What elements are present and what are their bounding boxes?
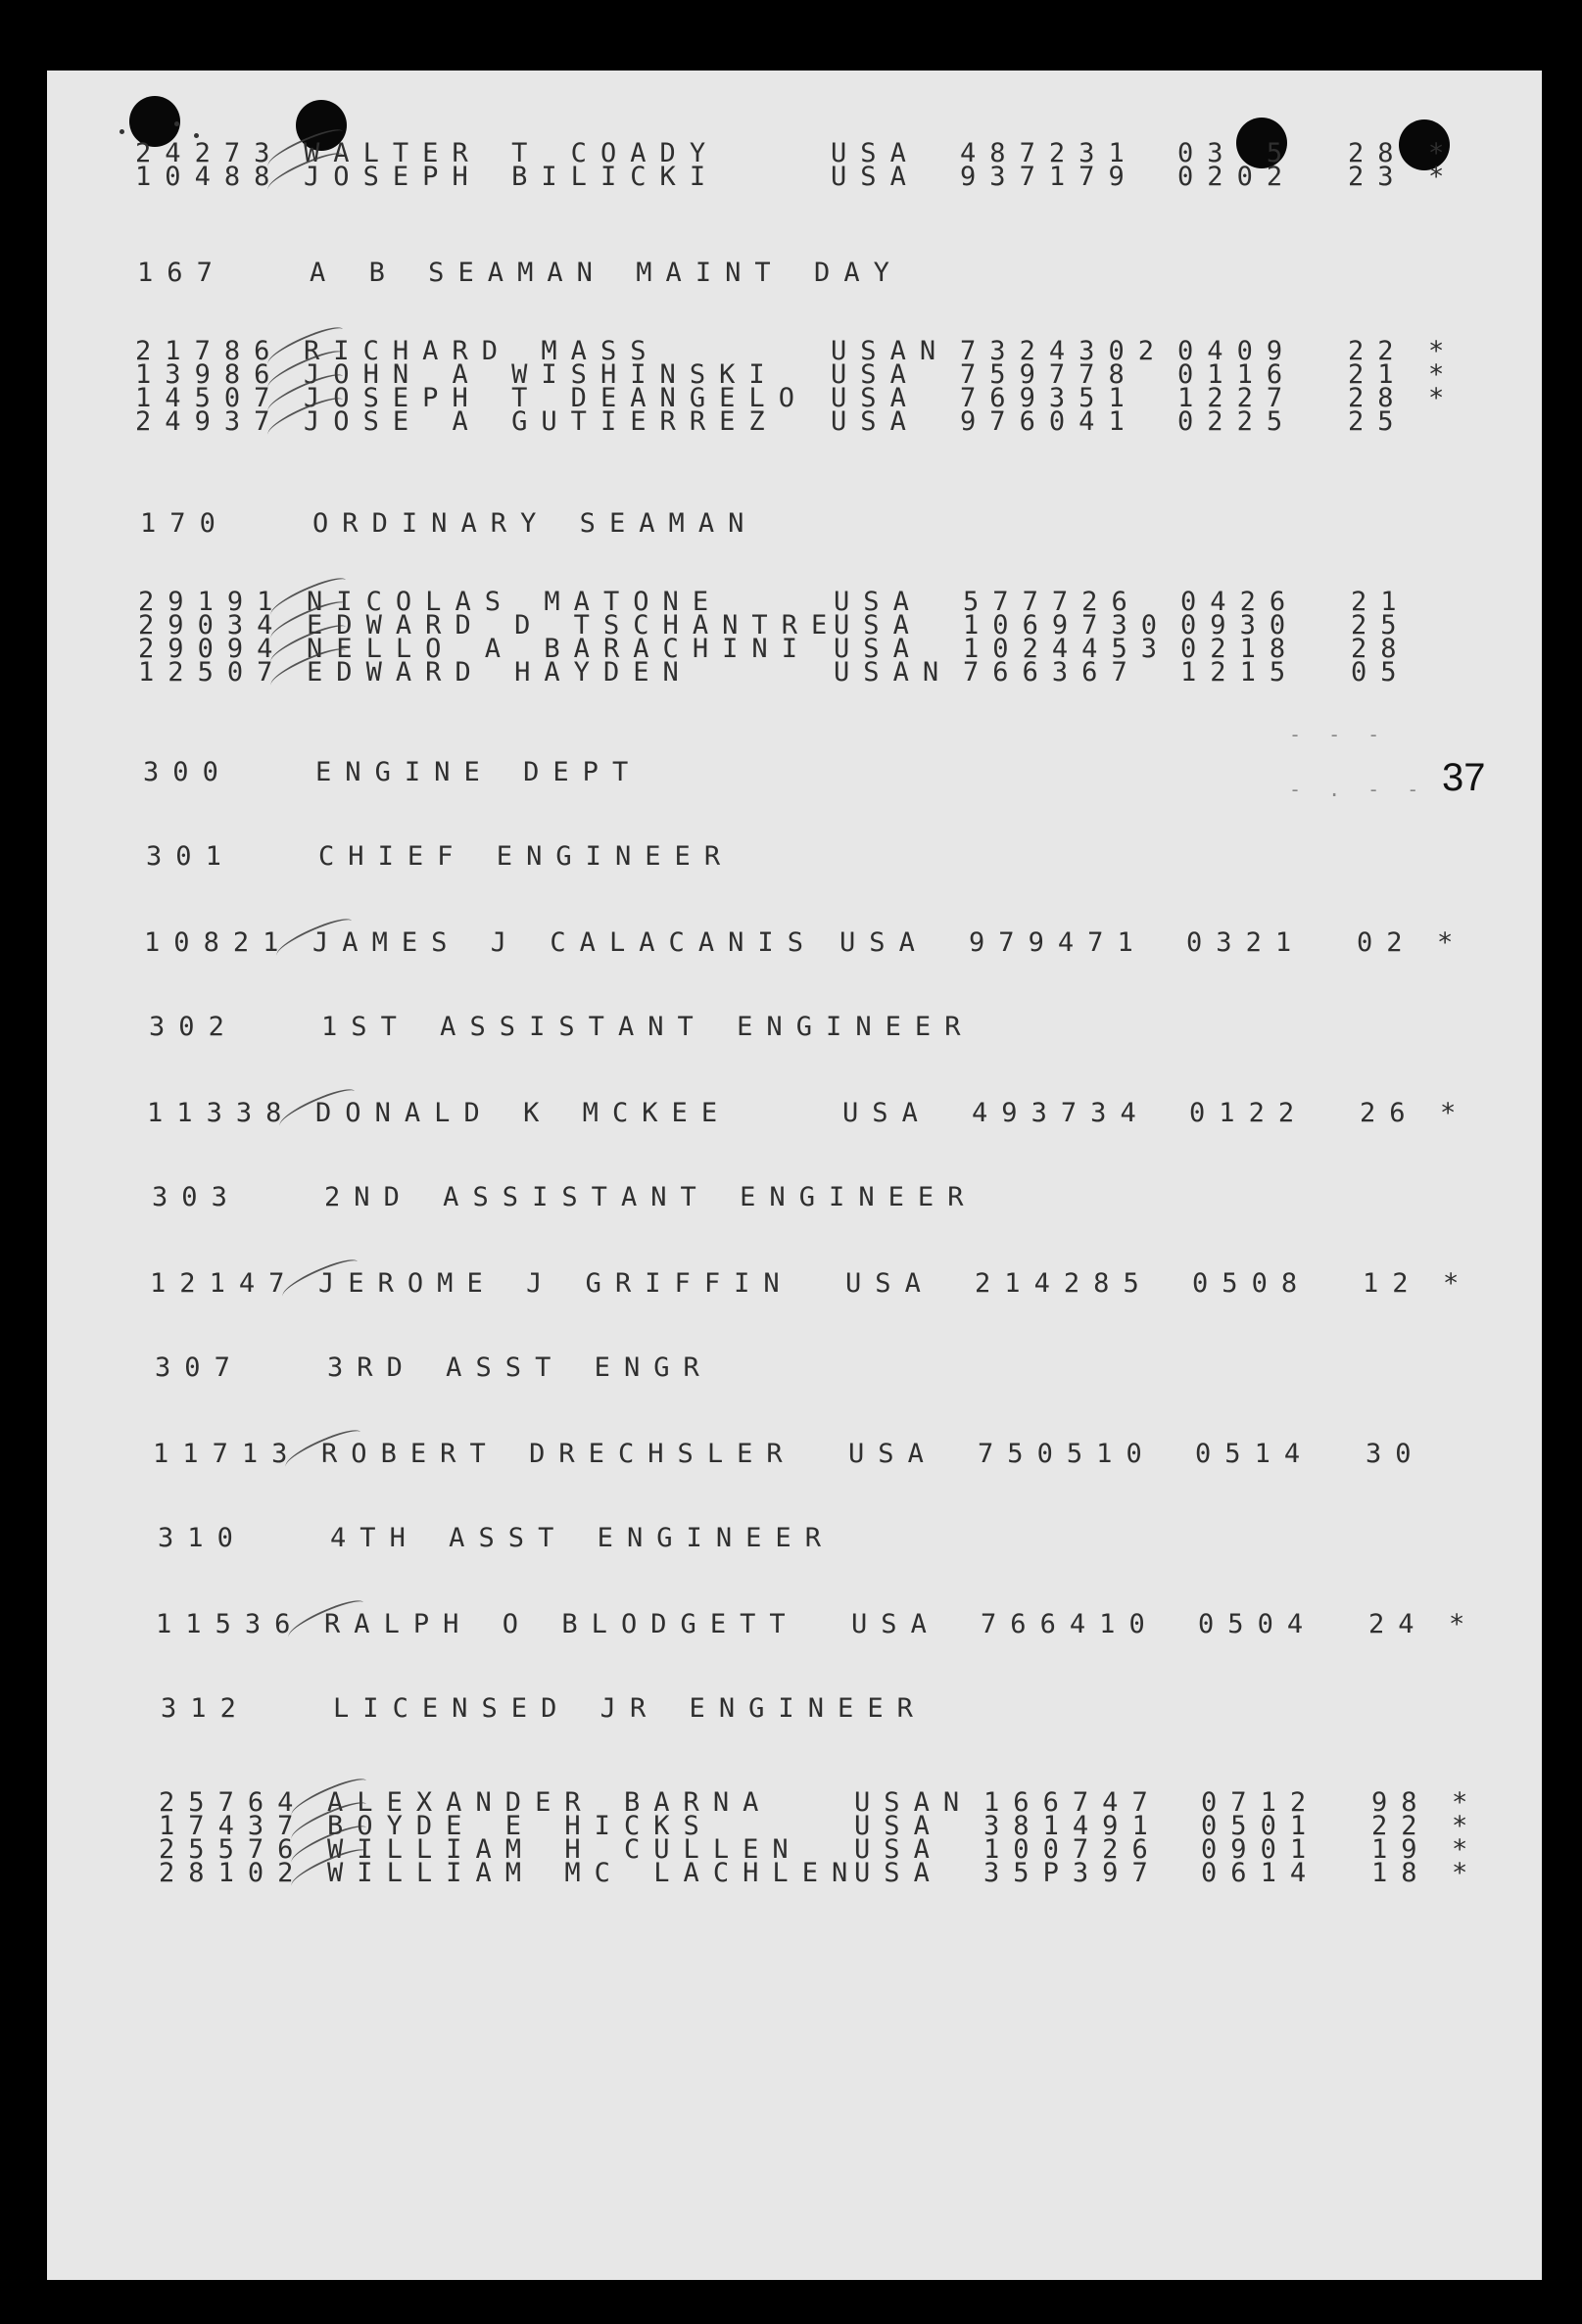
date-code: 03 5 (1177, 138, 1297, 168)
crew-id: 10821 (144, 927, 293, 958)
section-code: 307 (155, 1352, 244, 1383)
citizenship: USA (834, 634, 923, 664)
citizenship: USA (854, 1811, 943, 1841)
age-code: 02 (1357, 927, 1416, 958)
crew-id: 25764 (159, 1787, 308, 1818)
section-heading (47, 1522, 1542, 1555)
flag-mark: * (1440, 1098, 1470, 1128)
crew-name: JAMES J CALACANIS (312, 927, 818, 958)
crew-name: BOYDE E HICKS (327, 1811, 713, 1841)
age-code: 18 (1371, 1858, 1431, 1888)
section-title: 3RD ASST ENGR (327, 1352, 713, 1383)
crew-id: 11536 (156, 1609, 305, 1639)
flag-mark: * (1437, 927, 1467, 958)
date-code: 0225 (1177, 406, 1297, 437)
section-title: 2ND ASSISTANT ENGINEER (324, 1182, 978, 1212)
age-code: 22 (1348, 336, 1408, 366)
section-code: 310 (158, 1523, 247, 1553)
crew-name: DONALD K MCKEE (315, 1098, 732, 1128)
document-number: 759778 (960, 359, 1138, 390)
section-heading (47, 840, 1542, 874)
crew-row (47, 1857, 1542, 1890)
crew-name: WILLIAM H CULLEN (327, 1834, 802, 1865)
flag-mark: * (1428, 336, 1459, 366)
document-number: 577726 (963, 587, 1141, 617)
flag-mark: * (1452, 1834, 1482, 1865)
section-title: 1ST ASSISTANT ENGINEER (321, 1012, 975, 1042)
section-title: ORDINARY SEAMAN (312, 508, 758, 539)
citizenship: USA (831, 383, 920, 413)
crew-id: 29094 (138, 634, 287, 664)
date-code: 0116 (1177, 359, 1297, 390)
section-heading (47, 1011, 1542, 1044)
crew-name: EDWARD D TSCHANTRE (307, 610, 841, 640)
date-code: 1215 (1180, 657, 1300, 688)
date-code: 0218 (1180, 634, 1300, 664)
crew-name: EDWARD HAYDEN (307, 657, 693, 688)
crew-name: ALEXANDER BARNA (327, 1787, 773, 1818)
document-number: 166747 (983, 1787, 1162, 1818)
citizenship: USAN (831, 336, 950, 366)
date-code: 0426 (1180, 587, 1300, 617)
citizenship: USA (845, 1268, 935, 1299)
citizenship: USA (842, 1098, 932, 1128)
crew-row (47, 1097, 1542, 1130)
date-code: 0202 (1177, 162, 1297, 192)
crew-name: ROBERT DRECHSLER (321, 1439, 796, 1469)
document-page (47, 71, 1542, 2280)
citizenship: USA (831, 162, 920, 192)
document-number: 766410 (981, 1609, 1159, 1639)
document-number: 7324302 (960, 336, 1169, 366)
section-title: A B SEAMAN MAINT DAY (310, 258, 903, 288)
document-number: 487231 (960, 138, 1138, 168)
citizenship: USAN (834, 657, 953, 688)
section-heading (47, 257, 1542, 290)
crew-name: JEROME J GRIFFIN (318, 1268, 793, 1299)
age-code: 23 (1348, 162, 1408, 192)
flag-mark: * (1452, 1811, 1482, 1841)
crew-row (47, 1267, 1542, 1301)
document-number: 35P397 (983, 1858, 1162, 1888)
crew-name: JOSEPH BILICKI (304, 162, 720, 192)
crew-id: 25576 (159, 1834, 308, 1865)
date-code: 0514 (1195, 1439, 1315, 1469)
section-title: ENGINE DEPT (315, 757, 643, 787)
age-code: 21 (1351, 587, 1411, 617)
citizenship: USA (834, 610, 923, 640)
section-title: LICENSED JR ENGINEER (333, 1693, 927, 1724)
crew-row (47, 1608, 1542, 1641)
document-number: 937179 (960, 162, 1138, 192)
document-number: 214285 (975, 1268, 1153, 1299)
citizenship: USAN (854, 1787, 974, 1818)
age-code: 28 (1351, 634, 1411, 664)
flag-mark: * (1443, 1268, 1473, 1299)
age-code: 21 (1348, 359, 1408, 390)
specks (174, 121, 179, 126)
flag-mark: * (1428, 138, 1459, 168)
section-code: 302 (149, 1012, 238, 1042)
crew-id: 12507 (138, 657, 287, 688)
citizenship: USA (831, 138, 920, 168)
crew-name: JOHN A WISHINSKI (304, 359, 779, 390)
flag-mark: * (1428, 359, 1459, 390)
flag-mark: * (1452, 1858, 1482, 1888)
date-code: 0409 (1177, 336, 1297, 366)
citizenship: USA (854, 1858, 943, 1888)
crew-id: 28102 (159, 1858, 308, 1888)
crew-id: 11338 (147, 1098, 296, 1128)
crew-id: 10488 (135, 162, 284, 192)
age-code: 30 (1366, 1439, 1425, 1469)
citizenship: USA (839, 927, 929, 958)
document-number: 750510 (978, 1439, 1156, 1469)
age-code: 25 (1351, 610, 1411, 640)
document-number: 100726 (983, 1834, 1162, 1865)
faint-mark: - . - - (1289, 778, 1427, 801)
citizenship: USA (831, 359, 920, 390)
flag-mark: * (1428, 162, 1459, 192)
document-number: 1024453 (963, 634, 1172, 664)
citizenship: USA (848, 1439, 937, 1469)
citizenship: USA (831, 406, 920, 437)
crew-id: 29034 (138, 610, 287, 640)
crew-id: 11713 (153, 1439, 302, 1469)
date-code: 0122 (1189, 1098, 1309, 1128)
crew-id: 13986 (135, 359, 284, 390)
section-title: CHIEF ENGINEER (318, 841, 735, 872)
document-number: 381491 (983, 1811, 1162, 1841)
age-code: 98 (1371, 1787, 1431, 1818)
age-code: 24 (1368, 1609, 1428, 1639)
date-code: 0712 (1201, 1787, 1320, 1818)
date-code: 1227 (1177, 383, 1297, 413)
crew-id: 14507 (135, 383, 284, 413)
citizenship: USA (834, 587, 923, 617)
section-code: 301 (146, 841, 235, 872)
date-code: 0901 (1201, 1834, 1320, 1865)
document-number: 976041 (960, 406, 1138, 437)
age-code: 19 (1371, 1834, 1431, 1865)
section-code: 303 (152, 1182, 241, 1212)
date-code: 0321 (1186, 927, 1306, 958)
crew-name: NICOLAS MATONE (307, 587, 723, 617)
crew-name: JOSEPH T DEANGELO (304, 383, 809, 413)
age-code: 22 (1371, 1811, 1431, 1841)
document-number: 766367 (963, 657, 1141, 688)
document-number: 493734 (972, 1098, 1150, 1128)
crew-id: 29191 (138, 587, 287, 617)
section-code: 170 (140, 508, 229, 539)
crew-id: 24937 (135, 406, 284, 437)
flag-mark: * (1449, 1609, 1479, 1639)
crew-name: JOSE A GUTIERREZ (304, 406, 779, 437)
section-title: 4TH ASST ENGINEER (330, 1523, 836, 1553)
document-number: 1069730 (963, 610, 1172, 640)
age-code: 25 (1348, 406, 1408, 437)
crew-name: WILLIAM MC LACHLEN (327, 1858, 862, 1888)
section-heading (47, 1352, 1542, 1385)
crew-row (47, 926, 1542, 960)
crew-id: 17437 (159, 1811, 308, 1841)
document-number: 979471 (969, 927, 1147, 958)
section-heading (47, 1692, 1542, 1726)
crew-row (47, 1438, 1542, 1471)
crew-id: 21786 (135, 336, 284, 366)
section-code: 300 (143, 757, 232, 787)
document-number: 769351 (960, 383, 1138, 413)
date-code: 0501 (1201, 1811, 1320, 1841)
section-code: 312 (161, 1693, 250, 1724)
citizenship: USA (851, 1609, 940, 1639)
crew-name: RALPH O BLODGETT (324, 1609, 799, 1639)
age-code: 05 (1351, 657, 1411, 688)
section-code: 167 (137, 258, 226, 288)
crew-name: NELLO A BARACHINI (307, 634, 812, 664)
date-code: 0508 (1192, 1268, 1312, 1299)
flag-mark: * (1452, 1787, 1482, 1818)
faint-mark: - - - (1289, 723, 1388, 746)
age-code: 12 (1363, 1268, 1422, 1299)
specks (120, 129, 124, 134)
age-code: 28 (1348, 383, 1408, 413)
section-heading (47, 1181, 1542, 1214)
citizenship: USA (854, 1834, 943, 1865)
date-code: 0614 (1201, 1858, 1320, 1888)
section-heading (47, 756, 1542, 789)
age-code: 26 (1360, 1098, 1419, 1128)
crew-name: WALTER T COADY (304, 138, 720, 168)
crew-id: 12147 (150, 1268, 299, 1299)
crew-name: RICHARD MASS (304, 336, 660, 366)
date-code: 0504 (1198, 1609, 1318, 1639)
page-number: 37 (1442, 756, 1486, 799)
age-code: 28 (1348, 138, 1408, 168)
section-heading (47, 507, 1542, 541)
flag-mark: * (1428, 383, 1459, 413)
date-code: 0930 (1180, 610, 1300, 640)
crew-id: 24273 (135, 138, 284, 168)
